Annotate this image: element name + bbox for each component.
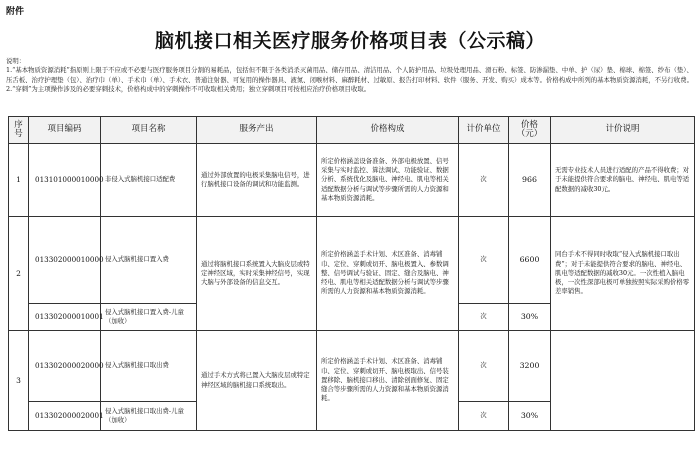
attachment-label: 附件 (6, 7, 25, 17)
row-name: 非侵入式脑机接口适配费 (101, 144, 197, 217)
table-header-row (9, 117, 695, 144)
row-composition: 所定价格涵盖设备准备、外部电极放置、信号采集与实时监控、算法调试、功能验证、数据分析、系统优化及脑电、神经电、肌电等相关适配数据分析与调试等步骤所需的人力资源和基本物质资源消耗。 (317, 144, 459, 217)
row-price: 30% (509, 304, 551, 331)
row-name: 侵入式脑机接口取出费-儿童（加收） (101, 402, 197, 431)
row-explanation: 同台手术不得同时收取“侵入式脑机接口取出费”；对于未能提供符合要求的脑电、神经电、肌电等适配数据的减收30元。一次性植入脑电极，一次性深部电极可单独按照实际采购价格零差率销售。 (551, 217, 695, 331)
row-output: 通过手术方式将已置入大脑皮层或特定神经区域的脑机接口系统取出。 (197, 331, 317, 431)
row-code: 013302000020000 (29, 331, 101, 402)
header-composition: 价格构成 (317, 117, 459, 144)
row-unit: 次 (459, 331, 509, 402)
header-unit: 计价单位 (459, 117, 509, 144)
row-code: 013302000010001 (29, 304, 101, 331)
price-table (8, 116, 695, 431)
row-seq: 3 (9, 331, 29, 431)
row-composition: 所定价格涵盖手术计划、术区准备、消毒铺巾、定位、穿刺或切开、脑电极置入、参数调整、信号调试与验证、固定、缝合及脑电、神经电、肌电等相关适配数据分析与调试等步骤所需的人力资源和基本物质资源消耗。 (317, 217, 459, 331)
row-name: 侵入式脑机接口取出费 (101, 331, 197, 402)
row-price: 6600 (509, 217, 551, 304)
row-price: 3200 (509, 331, 551, 402)
row-price: 30% (509, 402, 551, 431)
note-line-1: 1.“基本物质资源消耗”指原则上限于不应或不必要与医疗服务项目分割的易耗品，包括但不限于各类消杀灭菌用品、储存用品、清洁用品、个人防护用品、垃圾处理用品、滑石粉、标签、防渗漏垫、中单、护（尿）垫、棉球、棉签、纱布（垫）、压舌板、治疗护理垫（包）、治疗巾（单）、手术巾（单）、手术衣、普通注射器、可复用的操作器具、液氮、闭喉材料、麻醉耗材、过敏原、报告打印材料、软件（服务、开发、购买）成本等。价格构成中所列的基本物质资源消耗，不另行收费。 (6, 66, 693, 84)
row-price: 966 (509, 144, 551, 217)
header-seq: 序号 (9, 117, 29, 144)
header-explanation: 计价说明 (551, 117, 695, 144)
row-seq: 2 (9, 217, 29, 331)
row-composition: 所定价格涵盖手术计划、术区准备、消毒铺巾、定位、穿刺或切开、脑电极取出、信号装置移除、脑机接口移出、清除创面修复、固定缝合等步骤所需的人力资源和基本物质资源消耗。 (317, 331, 459, 431)
row-explanation (551, 331, 695, 431)
row-output: 通过将脑机接口系统置入大脑皮层或特定神经区域，实时采集神经信号，实现大脑与外部设备的信息交互。 (197, 217, 317, 331)
row-code: 013101000010000 (29, 144, 101, 217)
row-explanation: 无需专业技术人员进行适配的产品不得收费；对于未能提供符合要求的脑电、神经电、肌电等适配数据的减收30元。 (551, 144, 695, 217)
row-output: 通过外部放置的电极采集脑电信号，进行脑机接口设备的调试和功能监测。 (197, 144, 317, 217)
header-name: 项目名称 (101, 117, 197, 144)
row-name: 侵入式脑机接口置入费 (101, 217, 197, 304)
notes-section (6, 57, 696, 95)
row-name: 侵入式脑机接口置入费-儿童（加收） (101, 304, 197, 331)
page-title: 脑机接口相关医疗服务价格项目表（公示稿） (154, 30, 545, 52)
table-row (9, 217, 695, 304)
row-code: 013302000020001 (29, 402, 101, 431)
table-row (9, 144, 695, 217)
row-unit: 次 (459, 304, 509, 331)
note-line-2: 2.“穿刺”为主项操作涉及的必要穿刺技术，价格构成中的穿刺操作不可收取相关费用；独立穿刺项目可按相应治疗价格项目收取。 (6, 85, 371, 94)
header-price: 价格（元） (509, 117, 551, 144)
row-code: 013302000010000 (29, 217, 101, 304)
row-unit: 次 (459, 217, 509, 304)
header-output: 服务产出 (197, 117, 317, 144)
header-code: 项目编码 (29, 117, 101, 144)
row-unit: 次 (459, 144, 509, 217)
row-seq: 1 (9, 144, 29, 217)
table-row (9, 331, 695, 402)
notes-heading: 说明： (6, 57, 26, 65)
row-unit: 次 (459, 402, 509, 431)
